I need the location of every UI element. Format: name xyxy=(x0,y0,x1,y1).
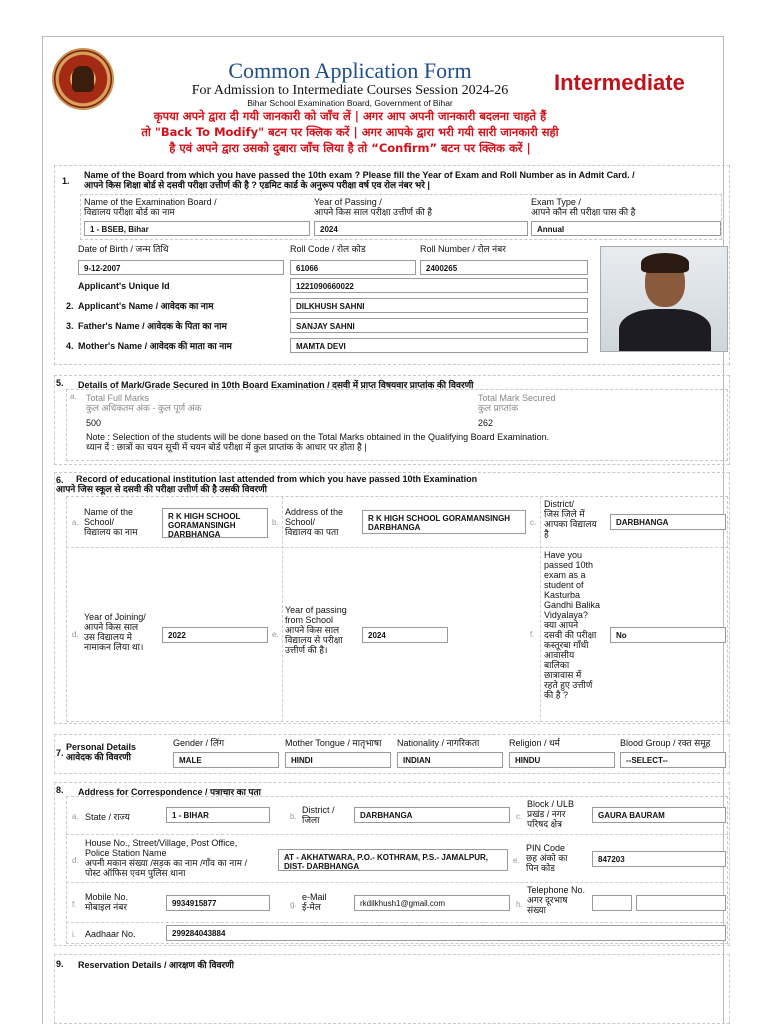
applicant-photo xyxy=(600,246,728,352)
blood-group-select[interactable]: --SELECT-- xyxy=(620,752,726,768)
school-address-field[interactable]: R K HIGH SCHOOL GORAMANSINGH DARBHANGA xyxy=(362,510,526,534)
full-marks-value: 500 xyxy=(86,418,102,428)
kgbv-label-line: छात्रावास में xyxy=(544,670,582,680)
roll-number-label: Roll Number / रोल नंबर xyxy=(420,244,506,254)
exam-type-label: Exam Type / आपने कौन सी परीक्षा पास की है xyxy=(531,197,636,217)
pin-label: PIN Code छह अंको का पिन कोड xyxy=(526,843,568,873)
kgbv-field[interactable]: No xyxy=(610,627,726,643)
aadhaar-label: Aadhaar No. xyxy=(85,929,136,939)
section-6-number: 6. xyxy=(56,475,64,485)
roll-code-field[interactable]: 61066 xyxy=(290,260,416,275)
telephone-label: Telephone No. अगर दूरभाष संख्या xyxy=(527,885,586,915)
blood-group-label: Blood Group / रक्त समूह xyxy=(620,738,711,748)
kgbv-label-line: Kasturba xyxy=(544,590,581,600)
school-district-label: District/ जिस जिले में आपका विद्यालय है xyxy=(544,499,597,539)
kgbv-label-line: की है ? xyxy=(544,690,569,700)
pin-field[interactable]: 847203 xyxy=(592,851,726,867)
year-field[interactable]: 2024 xyxy=(314,221,528,236)
district-label: District / जिला xyxy=(302,805,335,825)
kgbv-label-line: passed 10th xyxy=(544,560,594,570)
school-name-field[interactable]: R K HIGH SCHOOL GORAMANSINGH DARBHANGA xyxy=(162,508,268,538)
email-label: e-Mail ई-मेल xyxy=(302,892,327,912)
bseb-logo xyxy=(52,48,114,110)
district-field[interactable]: DARBHANGA xyxy=(354,807,510,823)
name-field[interactable]: DILKHUSH SAHNI xyxy=(290,298,588,313)
kgbv-label-line: आवासीय xyxy=(544,650,575,660)
house-label: House No., Street/Village, Post Office, Police Station Name अपनी मकान संख्या /सड़क का नाम /गाँव का नाम / पोस्ट ऑफिस एवम पुलिस थाना xyxy=(85,838,247,878)
kgbv-label-line: कस्तूरबा गाँधी xyxy=(544,640,589,650)
secured-marks-value: 262 xyxy=(478,418,494,428)
kgbv-label-line: Vidyalaya? xyxy=(544,610,588,620)
full-marks-label: Total Full Marks कुल अधिकतम अंक - कुल पूर्ण अंक xyxy=(86,393,202,413)
block-label: Block / ULB प्रखंड / नगर परिषद क्षेत्र xyxy=(527,799,575,829)
section-1-number: 1. xyxy=(62,176,70,186)
house-address-field[interactable]: AT - AKHATWARA, P.O.- KOTHRAM, P.S.- JAMALPUR, DIST- DARBHANGA xyxy=(278,849,508,871)
board-label: Name of the Examination Board / विद्यालय परीक्षा बोर्ड का नाम xyxy=(84,197,217,217)
school-address-label: Address of the School/ विद्यालय का पता xyxy=(285,507,344,537)
section-9-heading: Reservation Details / आरक्षण की विवरणी xyxy=(78,960,234,970)
religion-label: Religion / धर्म xyxy=(509,738,560,748)
mobile-label: Mobile No. मोबाइल नंबर xyxy=(85,892,129,912)
section-7-number: 7. xyxy=(56,748,64,758)
email-field[interactable]: rkdilkhush1@gmail.com xyxy=(354,895,510,911)
roll-code-label: Roll Code / रोल कोड xyxy=(290,244,366,254)
kgbv-label-line: Have you xyxy=(544,550,583,560)
confirm-notice: कृपया अपने द्वारा दी गयी जानकारी को जाँच लें | अगर आप अपनी जानकारी बदलना चाहते हैं तो "Back To Modify" बटन पर क्लिक करें | अगर आपके द्वारा भरी गयी सारी जानकारी सही है एवं अपने द्वारा उसको दुबारा जाँच लिया है तो “Confirm” बटन पर क्लिक करें | xyxy=(141,109,559,155)
joining-year-field[interactable]: 2022 xyxy=(162,627,268,643)
section-8-number: 8. xyxy=(56,785,64,795)
father-number: 3. xyxy=(66,321,74,331)
nationality-field[interactable]: INDIAN xyxy=(397,752,503,768)
block-field[interactable]: GAURA BAURAM xyxy=(592,807,726,823)
telephone-number-field[interactable] xyxy=(636,895,726,911)
school-name-label: Name of the School/ विद्यालय का नाम xyxy=(84,507,138,537)
course-badge: Intermediate xyxy=(554,70,685,95)
gender-field[interactable]: MALE xyxy=(173,752,279,768)
year-label: Year of Passing / आपने किस साल परीक्षा उत्तीर्ण की है xyxy=(314,197,433,217)
kgbv-label-line: क्या आपने xyxy=(544,620,579,630)
kgbv-label-line: student of xyxy=(544,580,584,590)
passing-year-label: Year of passing from School आपने किस साल विद्यालय से परीक्षा उत्तीर्ण की है। xyxy=(285,605,347,655)
board-field[interactable]: 1 - BSEB, Bihar xyxy=(84,221,310,236)
unique-id-label: Applicant's Unique Id xyxy=(78,281,170,291)
kgbv-label-line: exam as a xyxy=(544,570,586,580)
gender-label: Gender / लिंग xyxy=(173,738,225,748)
nationality-label: Nationality / नागरिकता xyxy=(397,738,480,748)
mother-label: Mother's Name / आवेदक की माता का नाम xyxy=(78,341,232,351)
name-label: Applicant's Name / आवेदक का नाम xyxy=(78,301,214,311)
secured-marks-label: Total Mark Secured कुल प्राप्तांक xyxy=(478,393,556,413)
kgbv-label-line: रहते हुए उत्तीर्ण xyxy=(544,680,593,690)
religion-field[interactable]: HINDU xyxy=(509,752,615,768)
section-6-heading: Record of educational institution last attended from which you have passed 10th Examination आपने जिस स्कूल से दसवी की परीक्षा उत्तीर्ण की है उसकी विवरणी xyxy=(56,474,478,494)
kgbv-label-line: दसवी की परीक्षा xyxy=(544,630,597,640)
section-9-number: 9. xyxy=(56,959,64,969)
father-label: Father's Name / आवेदक के पिता का नाम xyxy=(78,321,227,331)
passing-year-field[interactable]: 2024 xyxy=(362,627,448,643)
section-7-heading: Personal Details आवेदक की विवरणी xyxy=(66,742,137,762)
board-name: Bihar School Examination Board, Government of Bihar xyxy=(247,98,453,108)
school-district-field[interactable]: DARBHANGA xyxy=(610,514,726,530)
selection-note: Note : Selection of the students will be done based on the Total Marks obtained in the Qualifying Board Examination. ध्यान दें : छात्रों का चयन सूची में चयन बोर्ड परीक्षा में कुल प्राप्तांक के आधार पर होता है | xyxy=(86,432,550,452)
kgbv-label-line: Gandhi Balika xyxy=(544,600,601,610)
kgbv-label-line: बालिका xyxy=(544,660,570,670)
section-5-heading: Details of Mark/Grade Secured in 10th Board Examination / दसवी में प्राप्त विषयवार प्राप्तांक की विवरणी xyxy=(78,380,474,390)
mother-field[interactable]: MAMTA DEVI xyxy=(290,338,588,353)
kgbv-label xyxy=(544,550,600,700)
section-5-number: 5. xyxy=(56,378,64,388)
unique-id-field[interactable]: 1221090660022 xyxy=(290,278,588,293)
state-field[interactable]: 1 - BIHAR xyxy=(166,807,270,823)
mother-number: 4. xyxy=(66,341,74,351)
dob-field[interactable]: 9-12-2007 xyxy=(78,260,284,275)
mobile-field[interactable]: 9934915877 xyxy=(166,895,270,911)
mother-tongue-label: Mother Tongue / मातृभाषा xyxy=(285,738,382,748)
form-title: Common Application Form xyxy=(228,58,472,83)
name-number: 2. xyxy=(66,301,74,311)
dob-label: Date of Birth / जन्म तिथि xyxy=(78,244,169,254)
exam-type-field[interactable]: Annual xyxy=(531,221,721,236)
section-8-heading: Address for Correspondence / पत्राचार का पता xyxy=(78,787,261,797)
marks-letter: a. xyxy=(70,392,77,401)
mother-tongue-field[interactable]: HINDI xyxy=(285,752,391,768)
joining-year-label: Year of Joining/ आपने किस साल उस विद्यालय मे नामाकन लिया था। xyxy=(84,612,146,652)
aadhaar-field[interactable]: 299284043884 xyxy=(166,925,726,941)
father-field[interactable]: SANJAY SAHNI xyxy=(290,318,588,333)
form-subtitle: For Admission to Intermediate Courses Session 2024-26 xyxy=(191,83,509,98)
roll-number-field[interactable]: 2400265 xyxy=(420,260,588,275)
state-label: State / राज्य xyxy=(85,812,130,822)
section-1-heading: Name of the Board from which you have passed the 10th exam ? Please fill the Year of Exam and Roll Number as in Admit Card. / आपने किस शिक्षा बोर्ड से दसवी परीक्षा उत्तीर्ण की है ? एडमिट कार्ड के अनुरूप परीक्षा वर्ष एव रोल नंबर भरे | xyxy=(84,170,635,190)
telephone-std-field[interactable] xyxy=(592,895,632,911)
